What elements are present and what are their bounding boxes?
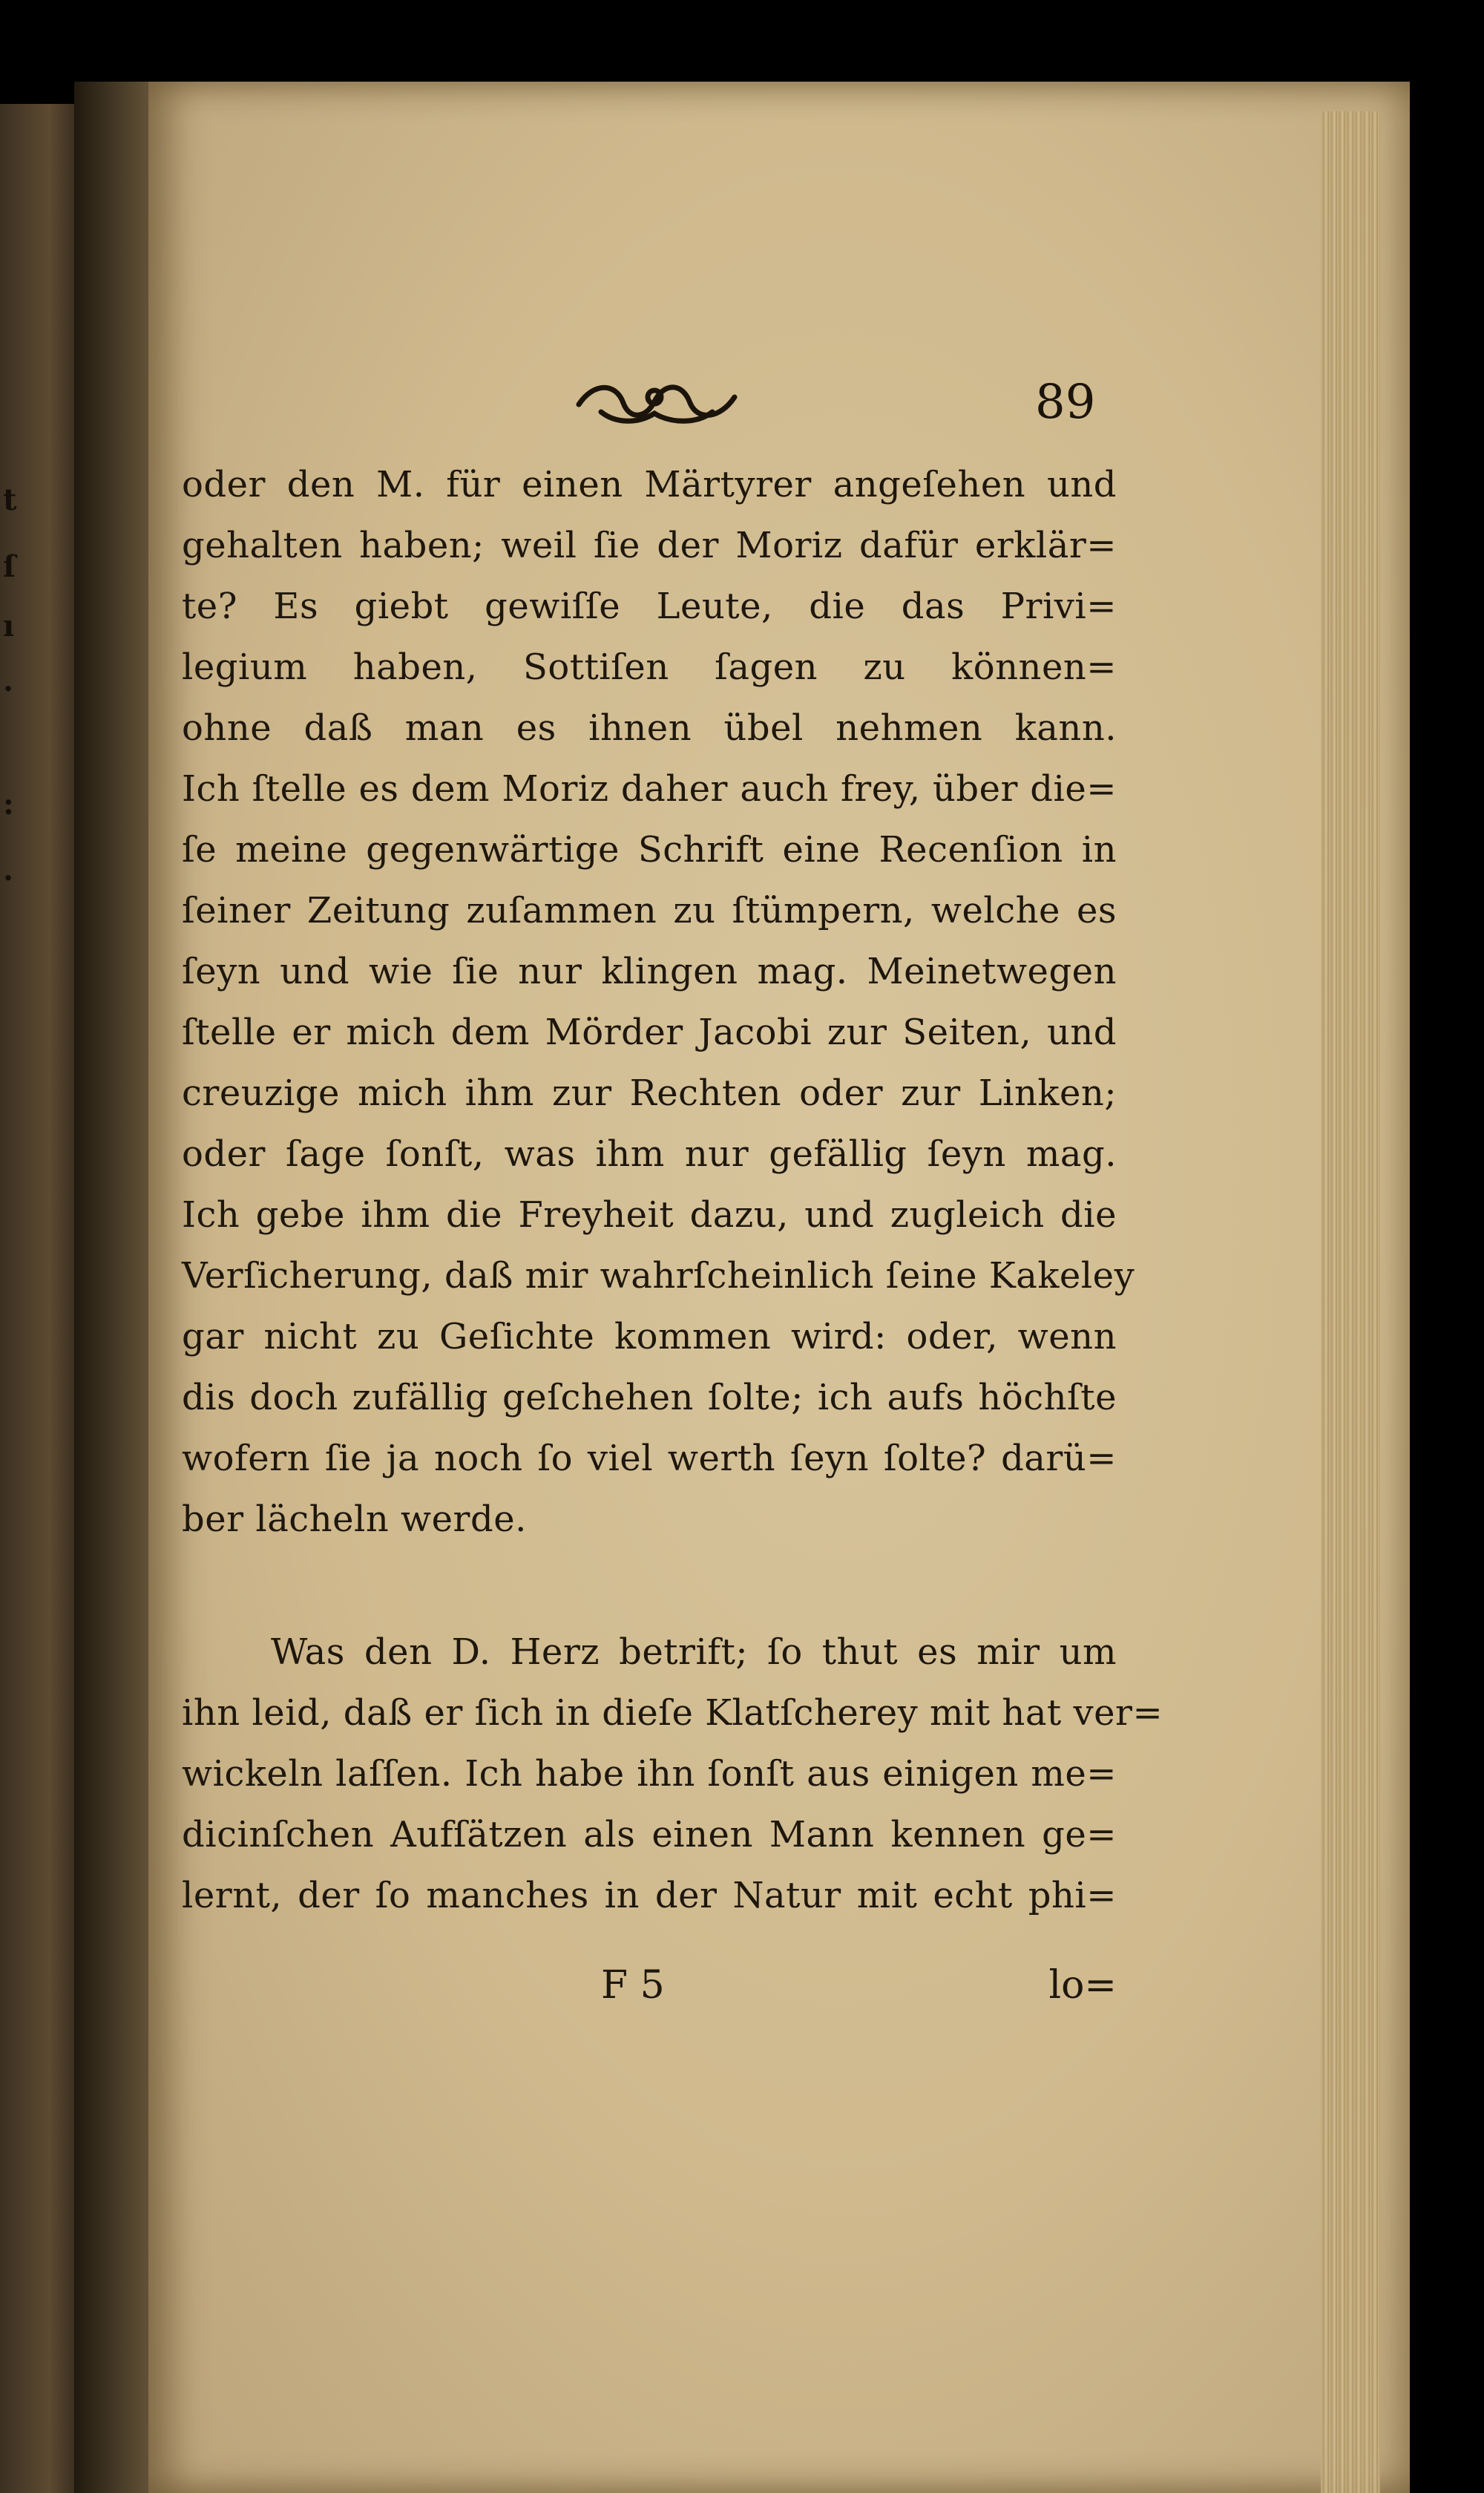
text-line: oder den M. für einen Märtyrer angeſehen und: [182, 464, 1117, 505]
paragraph-1: [182, 454, 1135, 1550]
paragraph-2: [182, 1622, 1163, 1926]
text-line: gar nicht zu Geſichte kommen wird: oder, wenn: [182, 1316, 1117, 1357]
text-line: gehalten haben; weil ſie der Moriz dafür erklär=: [182, 525, 1117, 566]
page-edge-stack: [1321, 111, 1380, 2493]
facing-page-char: ſ: [3, 549, 16, 584]
catchword: lo=: [1048, 1963, 1117, 2008]
facing-page-char: ·: [3, 861, 13, 896]
facing-page-char: ·: [3, 672, 13, 707]
text-line: wofern ſie ja noch ſo viel werth ſeyn ſolte? darü=: [182, 1438, 1117, 1479]
paragraph-gap: [182, 1550, 1117, 1622]
signature-mark: F 5: [601, 1963, 665, 2008]
headpiece-ornament-icon: [571, 375, 742, 427]
facing-page-char: :: [3, 787, 14, 822]
text-line: ihn leid, daß er ſich in dieſe Klatſcherey mit hat ver=: [182, 1692, 1163, 1734]
text-line: ſtelle er mich dem Mörder Jacobi zur Seiten, und: [182, 1012, 1117, 1053]
text-line: lernt, der ſo manches in der Natur mit echt phi=: [182, 1875, 1117, 1916]
text-line: dicinſchen Aufſätzen als einen Mann kennen ge=: [182, 1814, 1117, 1855]
text-line: Ich gebe ihm die Freyheit dazu, und zugleich die: [182, 1194, 1117, 1236]
text-line: Ich ſtelle es dem Moriz daher auch frey, über die=: [182, 768, 1117, 810]
page-footer: [182, 1963, 1117, 2022]
text-line: wickeln laſſen. Ich habe ihn ſonſt aus einigen me=: [182, 1753, 1117, 1795]
text-line: Was den D. Herz betrift; ſo thut es mir um: [271, 1631, 1117, 1673]
page-number: 89: [1035, 375, 1096, 430]
text-line: oder ſage ſonſt, was ihm nur gefällig ſeyn mag.: [182, 1133, 1117, 1175]
text-line: ber lächeln werde.: [182, 1498, 527, 1540]
body-text: [182, 454, 1163, 1926]
text-line: Verſicherung, daß mir wahrſcheinlich ſeine Kakeley: [182, 1255, 1135, 1297]
text-line: legium haben, Sottiſen ſagen zu können=: [182, 646, 1117, 688]
text-line: dis doch zufällig geſchehen ſolte; ich aufs höchſte: [182, 1377, 1117, 1418]
text-line: ſe meine gegenwärtige Schrift eine Recenſion in: [182, 829, 1117, 871]
text-line: ſeiner Zeitung zuſammen zu ſtümpern, welche es: [182, 890, 1117, 931]
text-line: te? Es giebt gewiſſe Leute, die das Privi=: [182, 586, 1117, 627]
facing-page-char: t: [3, 482, 17, 517]
text-line: creuzige mich ihm zur Rechten oder zur Linken;: [182, 1072, 1117, 1114]
text-line: ſeyn und wie ſie nur klingen mag. Meinetwegen: [182, 951, 1117, 992]
facing-page-char: ı: [3, 609, 15, 643]
text-line: ohne daß man es ihnen übel nehmen kann.: [182, 707, 1117, 749]
